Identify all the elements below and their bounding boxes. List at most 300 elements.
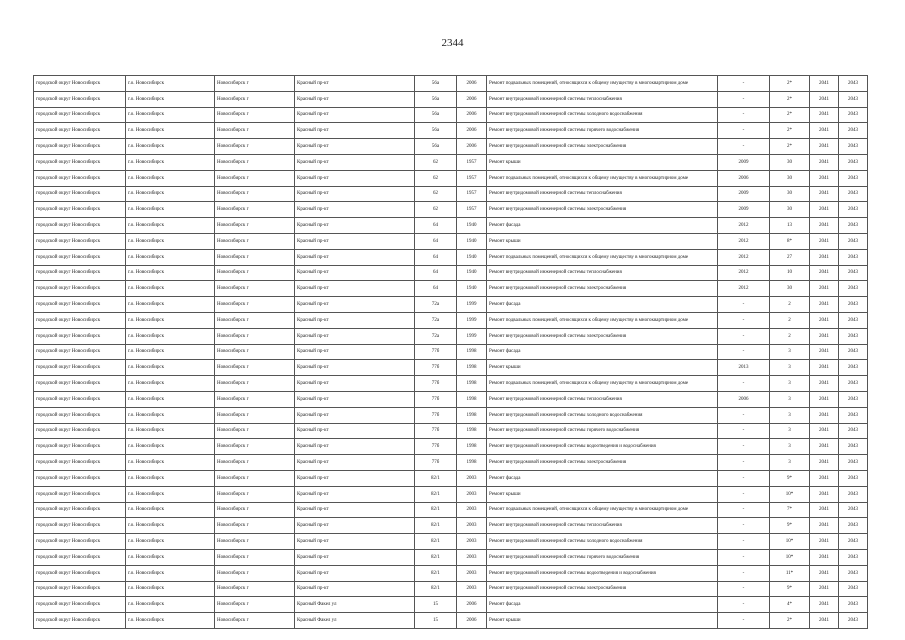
district-cell: г.о. Новосибирск xyxy=(126,186,215,202)
table-row xyxy=(34,581,868,597)
capital-repair-table xyxy=(33,75,868,629)
wear-cell: 13 xyxy=(770,218,810,234)
work-type-cell: Ремонт внутридомовой инженерной системы теплоснабжения xyxy=(487,91,718,107)
table-row xyxy=(34,233,868,249)
plan-end-cell: 2043 xyxy=(839,439,868,455)
plan-start-cell: 2041 xyxy=(810,218,839,234)
last-repair-year-cell: 2012 xyxy=(718,218,770,234)
build-year-cell: 1998 xyxy=(457,407,487,423)
district-cell: г.о. Новосибирск xyxy=(126,281,215,297)
wear-cell: 2* xyxy=(770,76,810,92)
table-row xyxy=(34,502,868,518)
wear-cell: 9* xyxy=(770,470,810,486)
last-repair-year-cell: - xyxy=(718,376,770,392)
last-repair-year-cell: - xyxy=(718,312,770,328)
plan-end-cell: 2043 xyxy=(839,170,868,186)
last-repair-year-cell: 2009 xyxy=(718,202,770,218)
plan-end-cell: 2043 xyxy=(839,534,868,550)
last-repair-year-cell: 2012 xyxy=(718,233,770,249)
wear-cell: 2* xyxy=(770,123,810,139)
house-number-cell: 77б xyxy=(415,423,457,439)
last-repair-year-cell: - xyxy=(718,581,770,597)
street-cell: Красный пр-кт xyxy=(295,139,415,155)
work-type-cell: Ремонт фасада xyxy=(487,297,718,313)
build-year-cell: 2006 xyxy=(457,91,487,107)
municipality-cell: городской округ Новосибирск xyxy=(34,76,126,92)
plan-start-cell: 2041 xyxy=(810,76,839,92)
plan-end-cell: 2043 xyxy=(839,597,868,613)
wear-cell: 2 xyxy=(770,297,810,313)
city-cell: Новосибирск г xyxy=(215,139,295,155)
district-cell: г.о. Новосибирск xyxy=(126,91,215,107)
street-cell: Красный пр-кт xyxy=(295,281,415,297)
district-cell: г.о. Новосибирск xyxy=(126,486,215,502)
plan-start-cell: 2041 xyxy=(810,344,839,360)
municipality-cell: городской округ Новосибирск xyxy=(34,265,126,281)
house-number-cell: 82/1 xyxy=(415,486,457,502)
plan-end-cell: 2043 xyxy=(839,391,868,407)
municipality-cell: городской округ Новосибирск xyxy=(34,233,126,249)
last-repair-year-cell: 2009 xyxy=(718,186,770,202)
district-cell: г.о. Новосибирск xyxy=(126,328,215,344)
plan-start-cell: 2041 xyxy=(810,249,839,265)
city-cell: Новосибирск г xyxy=(215,249,295,265)
street-cell: Красный пр-кт xyxy=(295,249,415,265)
house-number-cell: 62 xyxy=(415,186,457,202)
wear-cell: 2* xyxy=(770,107,810,123)
table-row xyxy=(34,407,868,423)
work-type-cell: Ремонт внутридомовой инженерной системы теплоснабжения xyxy=(487,518,718,534)
work-type-cell: Ремонт крыши xyxy=(487,613,718,629)
plan-end-cell: 2043 xyxy=(839,565,868,581)
table-row xyxy=(34,597,868,613)
district-cell: г.о. Новосибирск xyxy=(126,123,215,139)
municipality-cell: городской округ Новосибирск xyxy=(34,328,126,344)
work-type-cell: Ремонт внутридомовой инженерной системы электроснабжения xyxy=(487,455,718,471)
table-row xyxy=(34,123,868,139)
last-repair-year-cell: - xyxy=(718,91,770,107)
last-repair-year-cell: - xyxy=(718,123,770,139)
build-year-cell: 1998 xyxy=(457,344,487,360)
wear-cell: 30 xyxy=(770,202,810,218)
build-year-cell: 2006 xyxy=(457,76,487,92)
city-cell: Новосибирск г xyxy=(215,218,295,234)
municipality-cell: городской округ Новосибирск xyxy=(34,423,126,439)
wear-cell: 2 xyxy=(770,312,810,328)
work-type-cell: Ремонт внутридомовой инженерной системы теплоснабжения xyxy=(487,186,718,202)
work-type-cell: Ремонт внутридомовой инженерной системы водоотведения и водоснабжения xyxy=(487,439,718,455)
table-row xyxy=(34,91,868,107)
street-cell: Красный пр-кт xyxy=(295,170,415,186)
wear-cell: 7* xyxy=(770,502,810,518)
build-year-cell: 1940 xyxy=(457,265,487,281)
street-cell: Красный пр-кт xyxy=(295,123,415,139)
municipality-cell: городской округ Новосибирск xyxy=(34,502,126,518)
table-row xyxy=(34,565,868,581)
street-cell: Красный пр-кт xyxy=(295,486,415,502)
city-cell: Новосибирск г xyxy=(215,613,295,629)
city-cell: Новосибирск г xyxy=(215,265,295,281)
house-number-cell: 64 xyxy=(415,265,457,281)
street-cell: Красный пр-кт xyxy=(295,518,415,534)
street-cell: Красный пр-кт xyxy=(295,502,415,518)
plan-end-cell: 2043 xyxy=(839,281,868,297)
street-cell: Красный пр-кт xyxy=(295,470,415,486)
plan-start-cell: 2041 xyxy=(810,312,839,328)
build-year-cell: 2006 xyxy=(457,123,487,139)
plan-start-cell: 2041 xyxy=(810,202,839,218)
work-type-cell: Ремонт подвальных помещений, относящихся к общему имуществу в многоквартирном доме xyxy=(487,170,718,186)
last-repair-year-cell: 2006 xyxy=(718,391,770,407)
district-cell: г.о. Новосибирск xyxy=(126,534,215,550)
wear-cell: 9* xyxy=(770,518,810,534)
table-row xyxy=(34,376,868,392)
street-cell: Красный пр-кт xyxy=(295,76,415,92)
municipality-cell: городской округ Новосибирск xyxy=(34,154,126,170)
table-row xyxy=(34,312,868,328)
city-cell: Новосибирск г xyxy=(215,328,295,344)
plan-start-cell: 2041 xyxy=(810,486,839,502)
district-cell: г.о. Новосибирск xyxy=(126,518,215,534)
last-repair-year-cell: 2012 xyxy=(718,265,770,281)
work-type-cell: Ремонт внутридомовой инженерной системы электроснабжения xyxy=(487,281,718,297)
municipality-cell: городской округ Новосибирск xyxy=(34,565,126,581)
plan-end-cell: 2043 xyxy=(839,76,868,92)
work-type-cell: Ремонт крыши xyxy=(487,154,718,170)
municipality-cell: городской округ Новосибирск xyxy=(34,581,126,597)
build-year-cell: 2003 xyxy=(457,502,487,518)
work-type-cell: Ремонт внутридомовой инженерной системы электроснабжения xyxy=(487,328,718,344)
municipality-cell: городской округ Новосибирск xyxy=(34,439,126,455)
wear-cell: 30 xyxy=(770,154,810,170)
build-year-cell: 1998 xyxy=(457,439,487,455)
wear-cell: 10* xyxy=(770,549,810,565)
wear-cell: 3 xyxy=(770,423,810,439)
city-cell: Новосибирск г xyxy=(215,376,295,392)
district-cell: г.о. Новосибирск xyxy=(126,139,215,155)
municipality-cell: городской округ Новосибирск xyxy=(34,470,126,486)
street-cell: Красный пр-кт xyxy=(295,218,415,234)
work-type-cell: Ремонт внутридомовой инженерной системы теплоснабжения xyxy=(487,265,718,281)
city-cell: Новосибирск г xyxy=(215,123,295,139)
house-number-cell: 56а xyxy=(415,76,457,92)
work-type-cell: Ремонт внутридомовой инженерной системы электроснабжения xyxy=(487,581,718,597)
plan-start-cell: 2041 xyxy=(810,455,839,471)
wear-cell: 27 xyxy=(770,249,810,265)
wear-cell: 9* xyxy=(770,581,810,597)
plan-start-cell: 2041 xyxy=(810,518,839,534)
last-repair-year-cell: - xyxy=(718,107,770,123)
build-year-cell: 2003 xyxy=(457,470,487,486)
work-type-cell: Ремонт фасада xyxy=(487,470,718,486)
build-year-cell: 1998 xyxy=(457,455,487,471)
plan-end-cell: 2043 xyxy=(839,328,868,344)
district-cell: г.о. Новосибирск xyxy=(126,249,215,265)
wear-cell: 3 xyxy=(770,407,810,423)
build-year-cell: 1940 xyxy=(457,233,487,249)
street-cell: Красный пр-кт xyxy=(295,297,415,313)
plan-start-cell: 2041 xyxy=(810,233,839,249)
plan-start-cell: 2041 xyxy=(810,581,839,597)
wear-cell: 10* xyxy=(770,486,810,502)
street-cell: Красный пр-кт xyxy=(295,312,415,328)
city-cell: Новосибирск г xyxy=(215,597,295,613)
work-type-cell: Ремонт внутридомовой инженерной системы холодного водоснабжения xyxy=(487,407,718,423)
build-year-cell: 2003 xyxy=(457,581,487,597)
work-type-cell: Ремонт внутридомовой инженерной системы холодного водоснабжения xyxy=(487,534,718,550)
build-year-cell: 2003 xyxy=(457,534,487,550)
house-number-cell: 82/1 xyxy=(415,581,457,597)
plan-start-cell: 2041 xyxy=(810,154,839,170)
municipality-cell: городской округ Новосибирск xyxy=(34,518,126,534)
city-cell: Новосибирск г xyxy=(215,233,295,249)
work-type-cell: Ремонт фасада xyxy=(487,218,718,234)
table-row xyxy=(34,281,868,297)
plan-start-cell: 2041 xyxy=(810,534,839,550)
city-cell: Новосибирск г xyxy=(215,76,295,92)
city-cell: Новосибирск г xyxy=(215,154,295,170)
house-number-cell: 64 xyxy=(415,249,457,265)
district-cell: г.о. Новосибирск xyxy=(126,613,215,629)
house-number-cell: 82/1 xyxy=(415,470,457,486)
plan-start-cell: 2041 xyxy=(810,360,839,376)
city-cell: Новосибирск г xyxy=(215,91,295,107)
table-row xyxy=(34,486,868,502)
house-number-cell: 62 xyxy=(415,154,457,170)
last-repair-year-cell: 2009 xyxy=(718,154,770,170)
district-cell: г.о. Новосибирск xyxy=(126,233,215,249)
wear-cell: 10* xyxy=(770,534,810,550)
wear-cell: 4* xyxy=(770,597,810,613)
page-number: 2344 xyxy=(441,37,464,49)
last-repair-year-cell: - xyxy=(718,565,770,581)
last-repair-year-cell: - xyxy=(718,502,770,518)
wear-cell: 3 xyxy=(770,376,810,392)
plan-end-cell: 2043 xyxy=(839,297,868,313)
last-repair-year-cell: - xyxy=(718,455,770,471)
street-cell: Красный пр-кт xyxy=(295,391,415,407)
last-repair-year-cell: 2012 xyxy=(718,249,770,265)
table-row xyxy=(34,360,868,376)
street-cell: Красный пр-кт xyxy=(295,186,415,202)
district-cell: г.о. Новосибирск xyxy=(126,76,215,92)
plan-start-cell: 2041 xyxy=(810,439,839,455)
city-cell: Новосибирск г xyxy=(215,186,295,202)
wear-cell: 2 xyxy=(770,328,810,344)
municipality-cell: городской округ Новосибирск xyxy=(34,534,126,550)
district-cell: г.о. Новосибирск xyxy=(126,581,215,597)
district-cell: г.о. Новосибирск xyxy=(126,297,215,313)
wear-cell: 8* xyxy=(770,233,810,249)
city-cell: Новосибирск г xyxy=(215,297,295,313)
house-number-cell: 77б xyxy=(415,439,457,455)
plan-start-cell: 2041 xyxy=(810,123,839,139)
plan-start-cell: 2041 xyxy=(810,139,839,155)
build-year-cell: 1940 xyxy=(457,218,487,234)
city-cell: Новосибирск г xyxy=(215,534,295,550)
district-cell: г.о. Новосибирск xyxy=(126,423,215,439)
house-number-cell: 56а xyxy=(415,123,457,139)
table-row xyxy=(34,202,868,218)
district-cell: г.о. Новосибирск xyxy=(126,455,215,471)
city-cell: Новосибирск г xyxy=(215,518,295,534)
plan-end-cell: 2043 xyxy=(839,470,868,486)
plan-end-cell: 2043 xyxy=(839,139,868,155)
build-year-cell: 2006 xyxy=(457,613,487,629)
table-row xyxy=(34,328,868,344)
table-row xyxy=(34,344,868,360)
plan-start-cell: 2041 xyxy=(810,186,839,202)
street-cell: Красный пр-кт xyxy=(295,407,415,423)
last-repair-year-cell: 2006 xyxy=(718,170,770,186)
municipality-cell: городской округ Новосибирск xyxy=(34,360,126,376)
last-repair-year-cell: - xyxy=(718,470,770,486)
build-year-cell: 1957 xyxy=(457,186,487,202)
build-year-cell: 1957 xyxy=(457,154,487,170)
plan-end-cell: 2043 xyxy=(839,202,868,218)
plan-start-cell: 2041 xyxy=(810,470,839,486)
last-repair-year-cell: - xyxy=(718,486,770,502)
house-number-cell: 82/1 xyxy=(415,565,457,581)
last-repair-year-cell: - xyxy=(718,344,770,360)
build-year-cell: 2006 xyxy=(457,597,487,613)
street-cell: Красный пр-кт xyxy=(295,344,415,360)
city-cell: Новосибирск г xyxy=(215,360,295,376)
municipality-cell: городской округ Новосибирск xyxy=(34,549,126,565)
municipality-cell: городской округ Новосибирск xyxy=(34,281,126,297)
city-cell: Новосибирск г xyxy=(215,391,295,407)
city-cell: Новосибирск г xyxy=(215,455,295,471)
build-year-cell: 1998 xyxy=(457,376,487,392)
municipality-cell: городской округ Новосибирск xyxy=(34,455,126,471)
build-year-cell: 1999 xyxy=(457,297,487,313)
last-repair-year-cell: - xyxy=(718,613,770,629)
table-row xyxy=(34,170,868,186)
plan-start-cell: 2041 xyxy=(810,297,839,313)
plan-end-cell: 2043 xyxy=(839,123,868,139)
work-type-cell: Ремонт крыши xyxy=(487,486,718,502)
build-year-cell: 2003 xyxy=(457,549,487,565)
table-row xyxy=(34,297,868,313)
house-number-cell: 77б xyxy=(415,344,457,360)
build-year-cell: 1957 xyxy=(457,202,487,218)
work-type-cell: Ремонт внутридомовой инженерной системы горячего водоснабжения xyxy=(487,549,718,565)
plan-end-cell: 2043 xyxy=(839,312,868,328)
table-row xyxy=(34,549,868,565)
build-year-cell: 2003 xyxy=(457,486,487,502)
plan-start-cell: 2041 xyxy=(810,328,839,344)
street-cell: Красный пр-кт xyxy=(295,107,415,123)
district-cell: г.о. Новосибирск xyxy=(126,439,215,455)
last-repair-year-cell: - xyxy=(718,407,770,423)
build-year-cell: 1999 xyxy=(457,328,487,344)
plan-start-cell: 2041 xyxy=(810,281,839,297)
build-year-cell: 1998 xyxy=(457,360,487,376)
district-cell: г.о. Новосибирск xyxy=(126,502,215,518)
city-cell: Новосибирск г xyxy=(215,107,295,123)
street-cell: Красный пр-кт xyxy=(295,534,415,550)
municipality-cell: городской округ Новосибирск xyxy=(34,218,126,234)
street-cell: Красный Факел ул xyxy=(295,613,415,629)
build-year-cell: 2003 xyxy=(457,565,487,581)
work-type-cell: Ремонт подвальных помещений, относящихся к общему имуществу в многоквартирном доме xyxy=(487,376,718,392)
plan-end-cell: 2043 xyxy=(839,107,868,123)
street-cell: Красный пр-кт xyxy=(295,565,415,581)
house-number-cell: 77б xyxy=(415,391,457,407)
last-repair-year-cell: - xyxy=(718,76,770,92)
table-body xyxy=(34,76,868,629)
municipality-cell: городской округ Новосибирск xyxy=(34,202,126,218)
house-number-cell: 15 xyxy=(415,613,457,629)
wear-cell: 30 xyxy=(770,186,810,202)
wear-cell: 30 xyxy=(770,170,810,186)
municipality-cell: городской округ Новосибирск xyxy=(34,344,126,360)
wear-cell: 3 xyxy=(770,360,810,376)
plan-start-cell: 2041 xyxy=(810,613,839,629)
wear-cell: 30 xyxy=(770,281,810,297)
work-type-cell: Ремонт внутридомовой инженерной системы горячего водоснабжения xyxy=(487,423,718,439)
plan-start-cell: 2041 xyxy=(810,391,839,407)
wear-cell: 11* xyxy=(770,565,810,581)
street-cell: Красный пр-кт xyxy=(295,154,415,170)
house-number-cell: 64 xyxy=(415,233,457,249)
house-number-cell: 82/1 xyxy=(415,518,457,534)
last-repair-year-cell: 2013 xyxy=(718,360,770,376)
municipality-cell: городской округ Новосибирск xyxy=(34,249,126,265)
plan-start-cell: 2041 xyxy=(810,265,839,281)
table-row xyxy=(34,139,868,155)
street-cell: Красный пр-кт xyxy=(295,455,415,471)
street-cell: Красный пр-кт xyxy=(295,233,415,249)
wear-cell: 2* xyxy=(770,91,810,107)
district-cell: г.о. Новосибирск xyxy=(126,218,215,234)
house-number-cell: 77б xyxy=(415,407,457,423)
city-cell: Новосибирск г xyxy=(215,407,295,423)
house-number-cell: 77б xyxy=(415,455,457,471)
district-cell: г.о. Новосибирск xyxy=(126,376,215,392)
house-number-cell: 62 xyxy=(415,202,457,218)
municipality-cell: городской округ Новосибирск xyxy=(34,597,126,613)
city-cell: Новосибирск г xyxy=(215,281,295,297)
last-repair-year-cell: - xyxy=(718,518,770,534)
house-number-cell: 72а xyxy=(415,312,457,328)
street-cell: Красный пр-кт xyxy=(295,423,415,439)
plan-end-cell: 2043 xyxy=(839,407,868,423)
district-cell: г.о. Новосибирск xyxy=(126,391,215,407)
wear-cell: 2* xyxy=(770,613,810,629)
wear-cell: 3 xyxy=(770,439,810,455)
district-cell: г.о. Новосибирск xyxy=(126,202,215,218)
house-number-cell: 82/1 xyxy=(415,534,457,550)
house-number-cell: 56а xyxy=(415,107,457,123)
plan-start-cell: 2041 xyxy=(810,565,839,581)
district-cell: г.о. Новосибирск xyxy=(126,107,215,123)
city-cell: Новосибирск г xyxy=(215,549,295,565)
plan-end-cell: 2043 xyxy=(839,186,868,202)
table-row xyxy=(34,613,868,629)
house-number-cell: 15 xyxy=(415,597,457,613)
plan-start-cell: 2041 xyxy=(810,502,839,518)
wear-cell: 2* xyxy=(770,139,810,155)
house-number-cell: 62 xyxy=(415,170,457,186)
table-row xyxy=(34,518,868,534)
work-type-cell: Ремонт подвальных помещений, относящихся к общему имуществу в многоквартирном доме xyxy=(487,502,718,518)
house-number-cell: 64 xyxy=(415,218,457,234)
last-repair-year-cell: - xyxy=(718,439,770,455)
plan-start-cell: 2041 xyxy=(810,407,839,423)
plan-end-cell: 2043 xyxy=(839,502,868,518)
municipality-cell: городской округ Новосибирск xyxy=(34,91,126,107)
